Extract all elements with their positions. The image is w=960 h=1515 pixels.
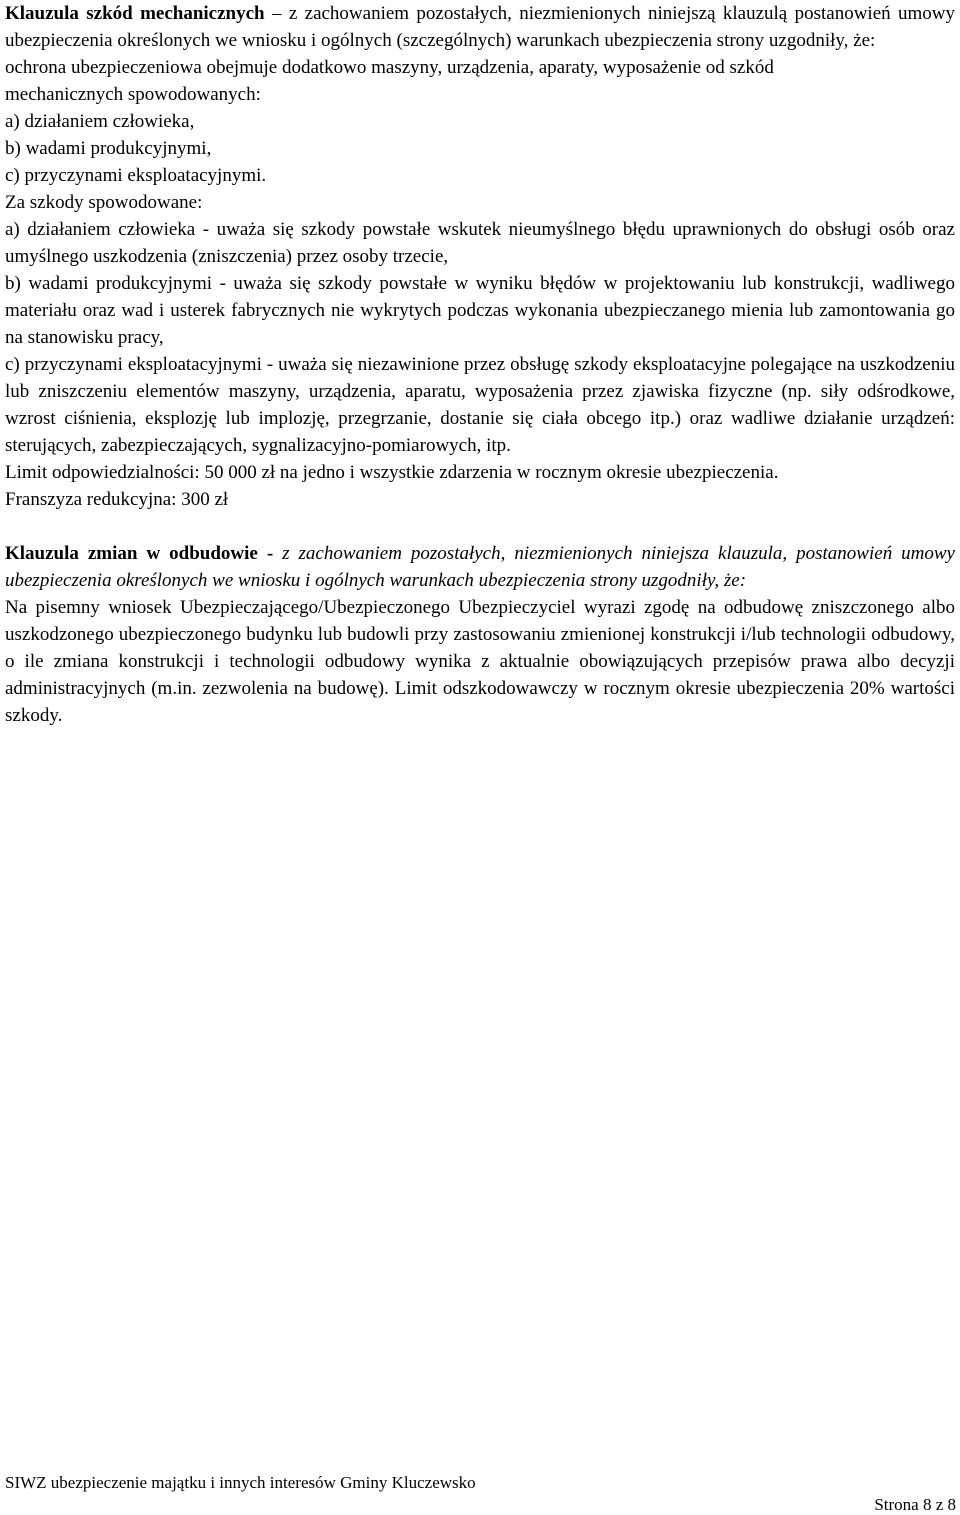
section-spacer — [5, 513, 955, 540]
footer-page-number: Strona 8 z 8 — [874, 1495, 956, 1514]
deductible: Franszyza redukcyjna: 300 zł — [5, 489, 229, 510]
definition-item: a) działaniem człowieka - uważa się szkody powstałe wskutek nieumyślnego błędu uprawnionych do obsługi osób oraz umyślnego uszkodzenia (zniszczenia) przez osoby trzecie, — [5, 219, 955, 267]
liability-limit: Limit odpowiedzialności: 50 000 zł na jedno i wszystkie zdarzenia w rocznym okresie ubezpieczenia. — [5, 462, 779, 483]
rebuild-clause-title: Klauzula zmian w odbudowie - — [5, 543, 274, 564]
definitions-heading: Za szkody spowodowane: — [5, 192, 203, 213]
mechanical-clause-intro-paragraph — [5, 0, 955, 54]
mechanical-clause-intro: – z zachowaniem pozostałych, niezmienionych niniejszą klauzulą postanowień umowy ubezpieczenia określonych we wniosku i ogólnych (szczególnych) warunkach ubezpieczenia strony uzgodniły, że: — [5, 3, 955, 51]
cause-item: b) wadami produkcyjnymi, — [5, 138, 212, 159]
definition-item: c) przyczynami eksploatacyjnymi - uważa się niezawinione przez obsługę szkody eksploatacyjne polegające na uszkodzeniu lub zniszczeniu elementów maszyny, urządzenia, aparatu, wyposażenia przez zjawiska fizyczne (np. siły odśrodkowe, wzrost ciśnienia, eksplozję lub implozję, przegrzanie, dostanie się ciała obcego itp.) oraz wadliwe działanie urządzeń: sterujących, zabezpieczających, sygnalizacyjno-pomiarowych, itp. — [5, 354, 955, 456]
document-page — [5, 0, 955, 729]
mechanical-clause-title: Klauzula szkód mechanicznych — [5, 3, 265, 24]
cause-item: c) przyczynami eksploatacyjnymi. — [5, 165, 267, 186]
definition-item: b) wadami produkcyjnymi - uważa się szkody powstałe w wyniku błędów w projektowaniu lub konstrukcji, wadliwego materiału oraz wad i usterek fabrycznych nie wykrytych podczas wykonania ubezpieczanego mienia lub zamontowania go na stanowisku pracy, — [5, 273, 955, 348]
cause-item: a) działaniem człowieka, — [5, 111, 195, 132]
rebuild-clause-intro: z zachowaniem pozostałych, niezmienionych niniejsza klauzula, postanowień umowy ubezpieczenia określonych we wniosku i ogólnych warunkach ubezpieczenia strony uzgodniły, że: — [5, 543, 955, 591]
rebuild-clause-body: Na pisemny wniosek Ubezpieczającego/Ubezpieczonego Ubezpieczyciel wyrazi zgodę na odbudowę zniszczonego albo uszkodzonego ubezpieczonego budynku lub budowli przy zastosowaniu zmienionej konstrukcji i/lub technologii odbudowy, o ile zmiana konstrukcji i technologii odbudowy wynika z aktualnie obowiązujących przepisów prawa albo decyzji administracyjnych (m.in. zezwolenia na budowę). Limit odszkodowawczy w rocznym okresie ubezpieczenia 20% wartości szkody. — [5, 597, 955, 726]
footer-document-name: SIWZ ubezpieczenie majątku i innych interesów Gminy Kluczewsko — [5, 1473, 476, 1492]
coverage-text: ochrona ubezpieczeniowa obejmuje dodatkowo maszyny, urządzenia, aparaty, wyposażenie od szkód mechanicznych spowodowanych: — [5, 57, 774, 105]
rebuild-clause-intro-paragraph — [5, 540, 955, 594]
